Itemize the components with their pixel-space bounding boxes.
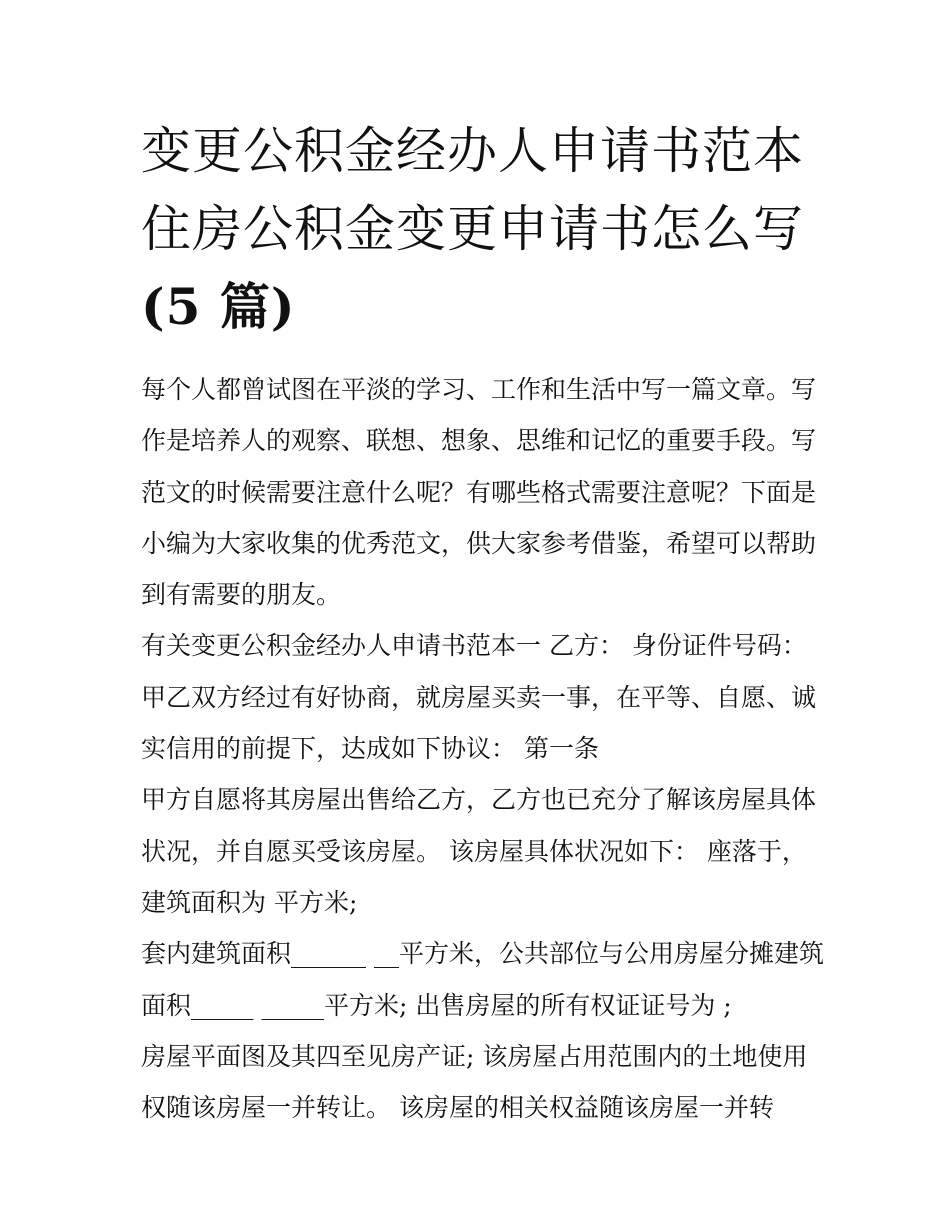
body-line-3: 范文的时候需要注意什么呢？有哪些格式需要注意呢？下面是: [141, 477, 817, 507]
body-line-7: 甲乙双方经过有好协商，就房屋买卖一事，在平等、自愿、诚: [141, 682, 817, 712]
body-line-15: 权随该房屋一并转让。 该房屋的相关权益随该房屋一并转: [141, 1093, 774, 1123]
document-body: [141, 364, 824, 1133]
body-line-14: 房屋平面图及其四至见房产证; 该房屋占用范围内的土地使用: [141, 1041, 808, 1071]
document-title-line-3: (5 篇): [141, 277, 296, 336]
body-line-2: 作是培养人的观察、联想、想象、思维和记忆的重要手段。写: [141, 426, 817, 456]
body-line-5: 到有需要的朋友。: [141, 580, 342, 610]
document-content: [141, 112, 824, 1133]
body-line-6: 有关变更公积金经办人申请书范本一 乙方： 身份证件号码：: [141, 631, 807, 661]
document-title-line-2: 住房公积金变更申请书怎么写: [141, 200, 804, 258]
body-line-8: 实信用的前提下，达成如下协议： 第一条: [141, 734, 599, 764]
body-line-12: 套内建筑面积______ __平方米，公共部位与公用房屋分摊建筑: [141, 939, 824, 969]
body-line-13: 面积_____ _____平方米; 出售房屋的所有权证证号为 ;: [141, 990, 732, 1020]
body-line-1: 每个人都曾试图在平淡的学习、工作和生活中写一篇文章。写: [141, 375, 817, 404]
document-title-line-1: 变更公积金经办人申请书范本: [141, 122, 804, 180]
body-line-10: 状况，并自愿买受该房屋。 该房屋具体状况如下： 座落于，: [141, 836, 807, 866]
body-line-9: 甲方自愿将其房屋出售给乙方，乙方也已充分了解该房屋具体: [141, 785, 817, 815]
body-line-11: 建筑面积为 平方米;: [141, 887, 358, 917]
body-line-4: 小编为大家收集的优秀范文，供大家参考借鉴，希望可以帮助: [141, 528, 817, 558]
